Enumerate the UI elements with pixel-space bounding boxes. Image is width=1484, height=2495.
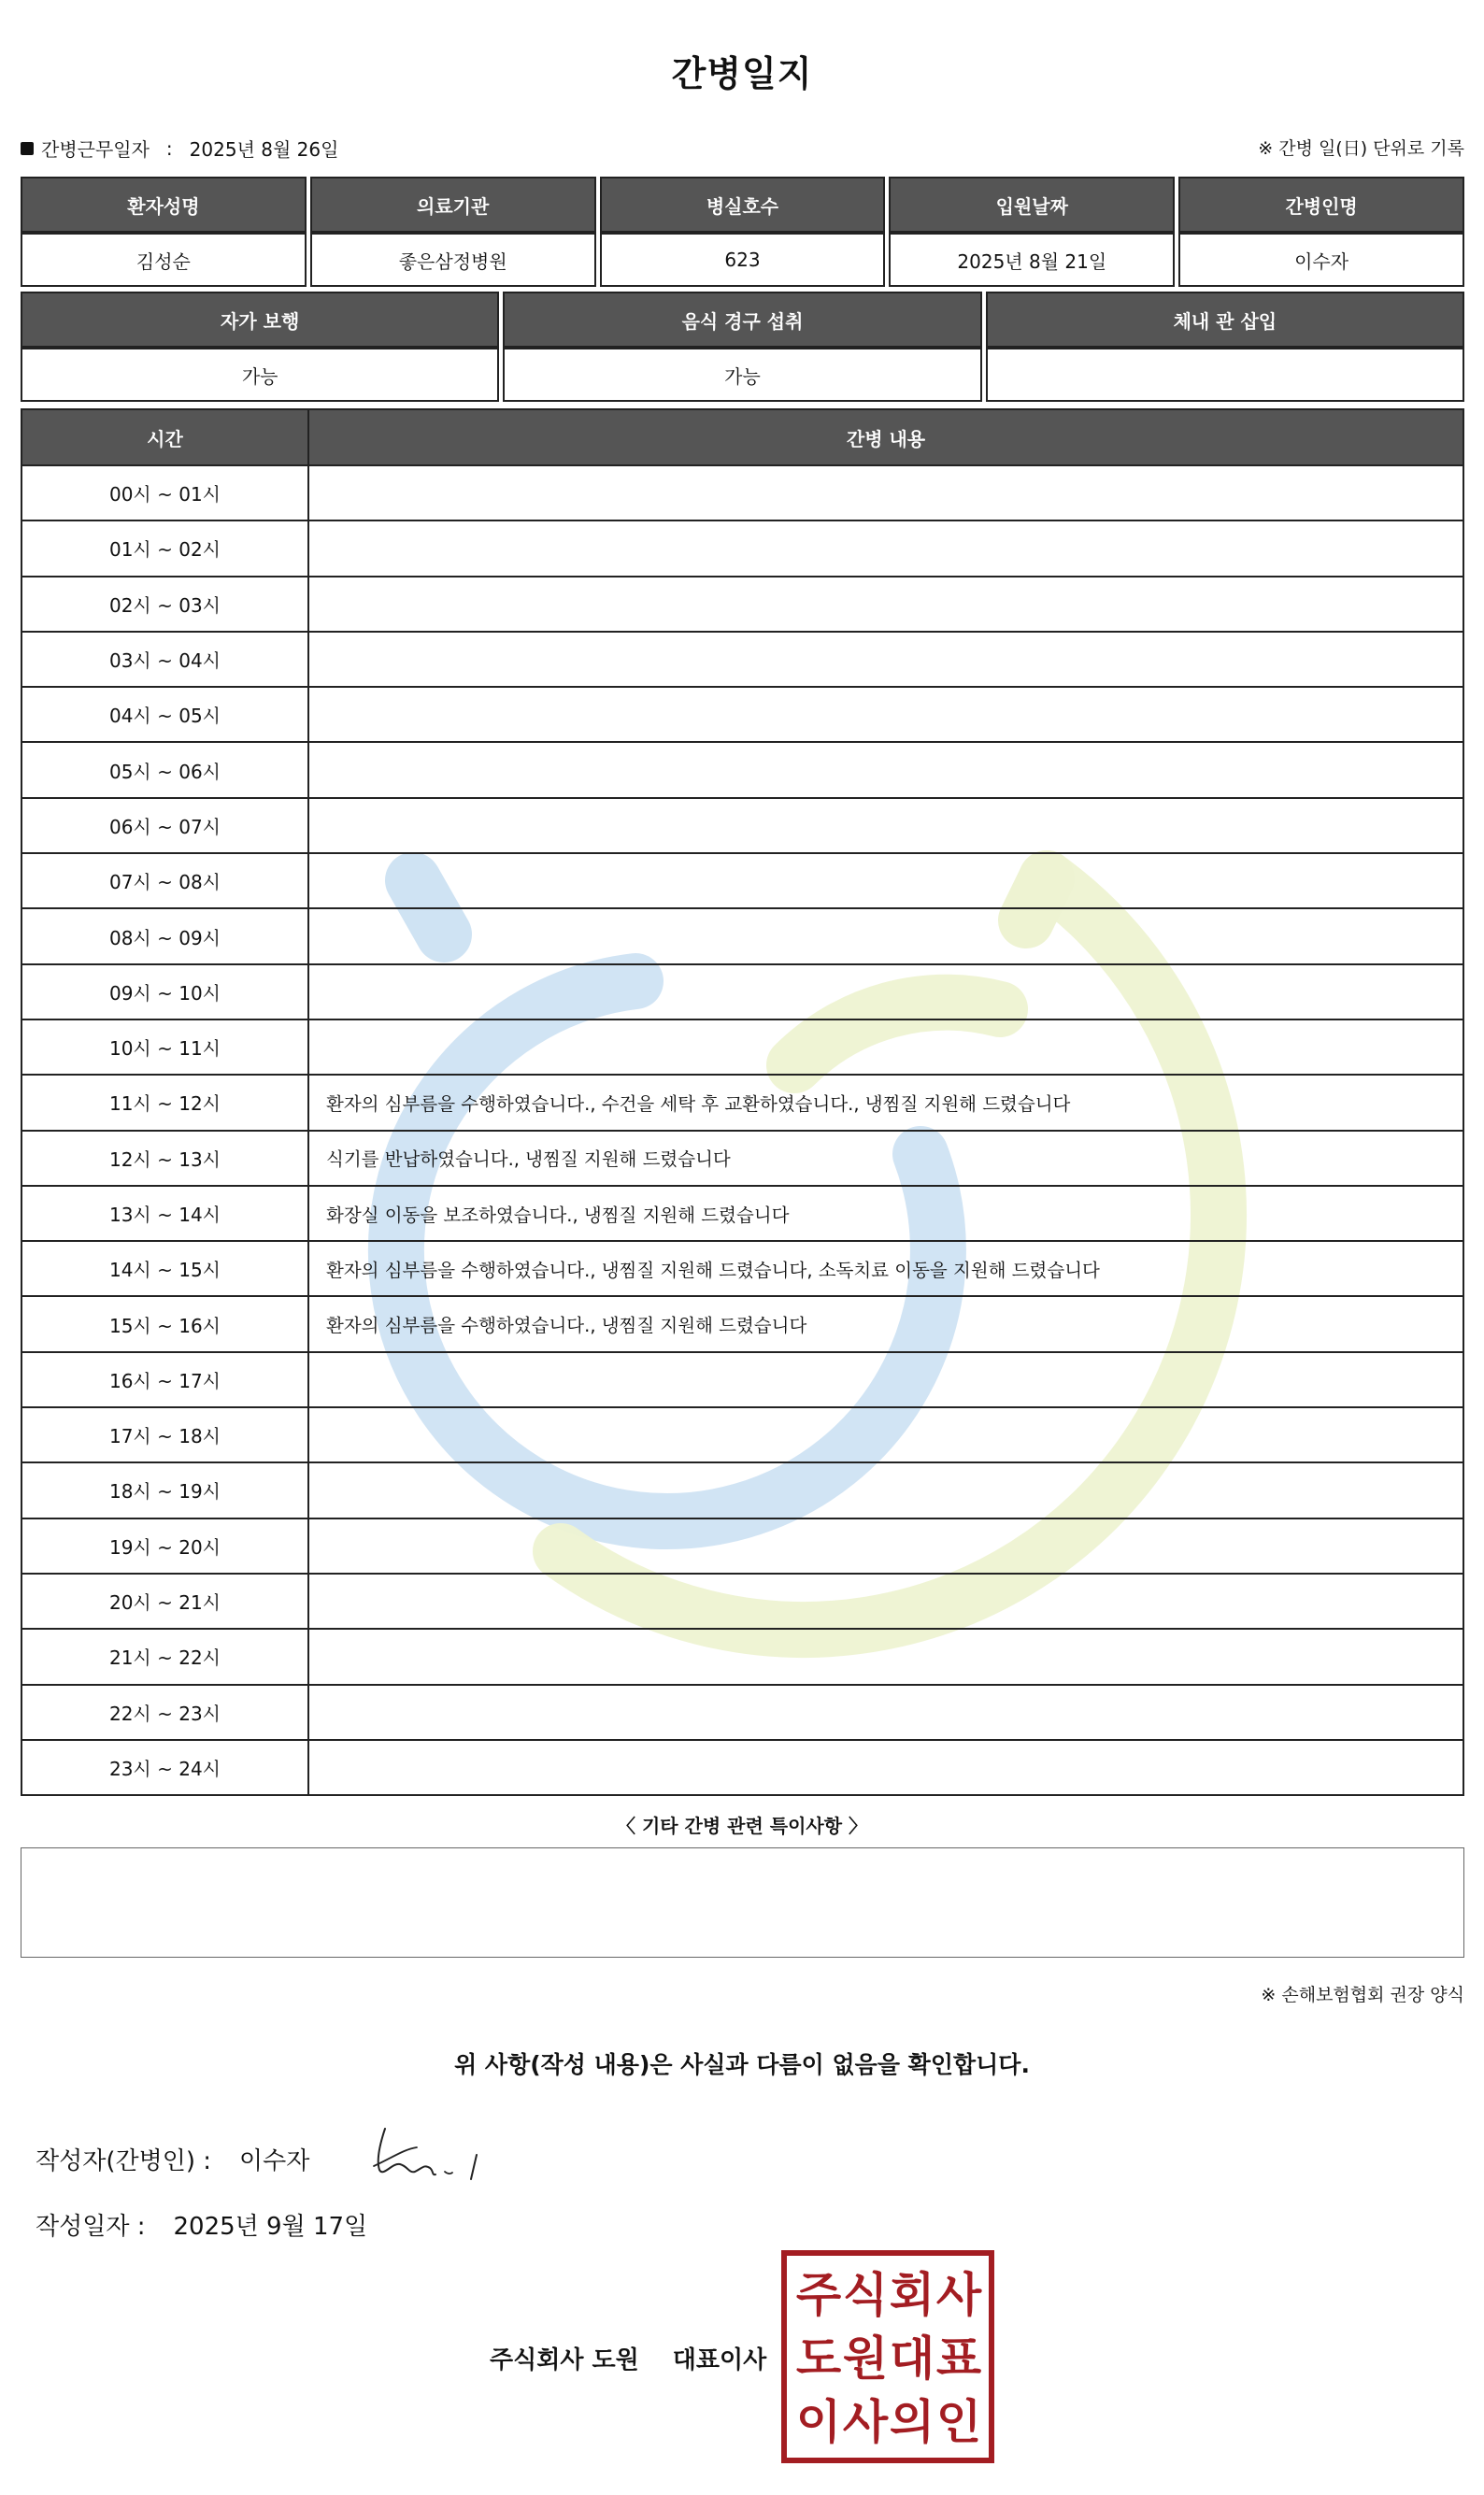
time-slot: 17시 ~ 18시 [21, 1407, 308, 1462]
care-content: 환자의 심부름을 수행하였습니다., 수건을 세탁 후 교환하였습니다., 냉찜질 지원해 드렸습니다 [308, 1075, 1463, 1130]
seal-character: 사 [935, 2268, 980, 2322]
seal-character: 표 [935, 2331, 980, 2386]
care-content [308, 1019, 1463, 1075]
table-row [21, 1186, 1463, 1241]
time-slot: 13시 ~ 14시 [21, 1186, 308, 1241]
seal-character: 도 [795, 2331, 840, 2386]
care-content [308, 1352, 1463, 1407]
time-slot: 18시 ~ 19시 [21, 1462, 308, 1518]
writer-name: 이수자 [239, 2147, 310, 2175]
seal-character: 사 [842, 2395, 887, 2449]
walking-status: 가능 [21, 348, 499, 402]
company-line [490, 2341, 766, 2375]
header-admission-date: 입원날짜 [889, 177, 1175, 233]
time-slot: 06시 ~ 07시 [21, 798, 308, 853]
patient-name: 김성순 [21, 233, 307, 287]
seal-character: 의 [889, 2395, 934, 2449]
writer-line [36, 2142, 309, 2176]
table-row [21, 798, 1463, 853]
care-content [308, 742, 1463, 797]
seal-character: 인 [935, 2395, 980, 2449]
meta-row [21, 135, 1464, 163]
time-slot: 11시 ~ 12시 [21, 1075, 308, 1130]
caregiver-name: 이수자 [1178, 233, 1464, 287]
table-row [21, 1574, 1463, 1629]
table-row [21, 465, 1463, 520]
hospital-name: 좋은삼정병원 [310, 233, 596, 287]
company-representative-title: 대표이사 [672, 2346, 767, 2374]
seal-character: 원 [842, 2331, 887, 2386]
time-slot: 23시 ~ 24시 [21, 1740, 308, 1795]
care-content [308, 1407, 1463, 1462]
table-row [21, 1131, 1463, 1186]
care-content [308, 687, 1463, 742]
table-row [21, 1685, 1463, 1740]
table-row [21, 1075, 1463, 1130]
table-row [21, 964, 1463, 1019]
header-care-content: 간병 내용 [308, 409, 1463, 465]
time-slot: 02시 ~ 03시 [21, 577, 308, 632]
table-row [21, 520, 1463, 576]
time-slot: 12시 ~ 13시 [21, 1131, 308, 1186]
care-content [308, 908, 1463, 963]
care-content [308, 465, 1463, 520]
header-oral-intake: 음식 경구 섭취 [503, 292, 981, 348]
notes-title: 〈 기타 간병 관련 특이사항 〉 [616, 1815, 867, 1837]
handwritten-signature [372, 2121, 493, 2187]
table-row [21, 1629, 1463, 1684]
time-slot: 07시 ~ 08시 [21, 853, 308, 908]
table-row [21, 908, 1463, 963]
patient-status-table [17, 292, 1468, 402]
oral-intake-status: 가능 [503, 348, 981, 402]
table-row [21, 1407, 1463, 1462]
written-date-line [36, 2207, 367, 2242]
work-date-label: 간병근무일자 [41, 138, 150, 161]
time-slot: 14시 ~ 15시 [21, 1241, 308, 1296]
tube-status [986, 348, 1464, 402]
table-row [21, 1740, 1463, 1795]
care-content [308, 1574, 1463, 1629]
written-date-value: 2025년 9월 17일 [173, 2213, 368, 2241]
care-content: 환자의 심부름을 수행하였습니다., 냉찜질 지원해 드렸습니다 [308, 1296, 1463, 1351]
work-date-separator: : [165, 136, 173, 160]
seal-character: 식 [842, 2268, 887, 2322]
page-title: 간병일지 [671, 53, 813, 94]
insurer-form-note: ※ 손해보험협회 권장 양식 [1261, 1985, 1464, 2005]
seal-characters [794, 2263, 981, 2450]
seal-character: 이 [795, 2395, 840, 2449]
time-slot: 22시 ~ 23시 [21, 1685, 308, 1740]
care-content: 화장실 이동을 보조하였습니다., 냉찜질 지원해 드렸습니다 [308, 1186, 1463, 1241]
header-hospital: 의료기관 [310, 177, 596, 233]
care-content [308, 577, 1463, 632]
table-row [21, 1462, 1463, 1518]
company-name: 주식회사 도원 [490, 2346, 639, 2374]
care-content [308, 1629, 1463, 1684]
time-slot: 16시 ~ 17시 [21, 1352, 308, 1407]
time-slot: 04시 ~ 05시 [21, 687, 308, 742]
time-slot: 21시 ~ 22시 [21, 1629, 308, 1684]
care-content [308, 1518, 1463, 1574]
care-log-rows [21, 465, 1463, 1795]
room-number: 623 [600, 233, 886, 287]
confirmation-statement: 위 사항(작성 내용)은 사실과 다름이 없음을 확인합니다. [454, 2051, 1030, 2078]
seal-character: 주 [795, 2268, 840, 2322]
care-content: 환자의 심부름을 수행하였습니다., 냉찜질 지원해 드렸습니다, 소독치료 이동을 지원해 드렸습니다 [308, 1241, 1463, 1296]
admission-date: 2025년 8월 21일 [889, 233, 1175, 287]
table-row [21, 1352, 1463, 1407]
care-content [308, 632, 1463, 687]
header-room: 병실호수 [600, 177, 886, 233]
seal-character: 회 [889, 2268, 934, 2322]
bullet-square-icon [21, 142, 34, 155]
notes-box [21, 1847, 1464, 1958]
record-unit-note: ※ 간병 일(日) 단위로 기록 [1258, 138, 1464, 159]
work-date-value: 2025년 8월 26일 [189, 138, 339, 161]
time-slot: 05시 ~ 06시 [21, 742, 308, 797]
written-date-label: 작성일자 : [36, 2213, 146, 2241]
care-content [308, 520, 1463, 576]
care-content [308, 798, 1463, 853]
table-row [21, 1518, 1463, 1574]
time-slot: 08시 ~ 09시 [21, 908, 308, 963]
care-content [308, 1740, 1463, 1795]
work-date [21, 135, 338, 162]
care-content [308, 853, 1463, 908]
table-row [21, 742, 1463, 797]
header-time: 시간 [21, 409, 308, 465]
time-slot: 19시 ~ 20시 [21, 1518, 308, 1574]
writer-label: 작성자(간병인) : [36, 2147, 212, 2175]
table-row [21, 1019, 1463, 1075]
time-slot: 10시 ~ 11시 [21, 1019, 308, 1075]
header-tube: 체내 관 삽입 [986, 292, 1464, 348]
time-slot: 03시 ~ 04시 [21, 632, 308, 687]
time-slot: 00시 ~ 01시 [21, 465, 308, 520]
care-log-table [21, 408, 1464, 1796]
table-row [21, 1296, 1463, 1351]
table-row [21, 632, 1463, 687]
care-content [308, 1685, 1463, 1740]
care-content: 식기를 반납하였습니다., 냉찜질 지원해 드렸습니다 [308, 1131, 1463, 1186]
patient-info-table [17, 177, 1468, 287]
header-walking: 자가 보행 [21, 292, 499, 348]
care-content [308, 1462, 1463, 1518]
care-content [308, 964, 1463, 1019]
table-row [21, 1241, 1463, 1296]
time-slot: 20시 ~ 21시 [21, 1574, 308, 1629]
company-seal-stamp [781, 2250, 994, 2463]
header-patient-name: 환자성명 [21, 177, 307, 233]
seal-character: 대 [889, 2331, 934, 2386]
table-row [21, 577, 1463, 632]
time-slot: 01시 ~ 02시 [21, 520, 308, 576]
time-slot: 15시 ~ 16시 [21, 1296, 308, 1351]
time-slot: 09시 ~ 10시 [21, 964, 308, 1019]
header-caregiver: 간병인명 [1178, 177, 1464, 233]
table-row [21, 853, 1463, 908]
table-row [21, 687, 1463, 742]
